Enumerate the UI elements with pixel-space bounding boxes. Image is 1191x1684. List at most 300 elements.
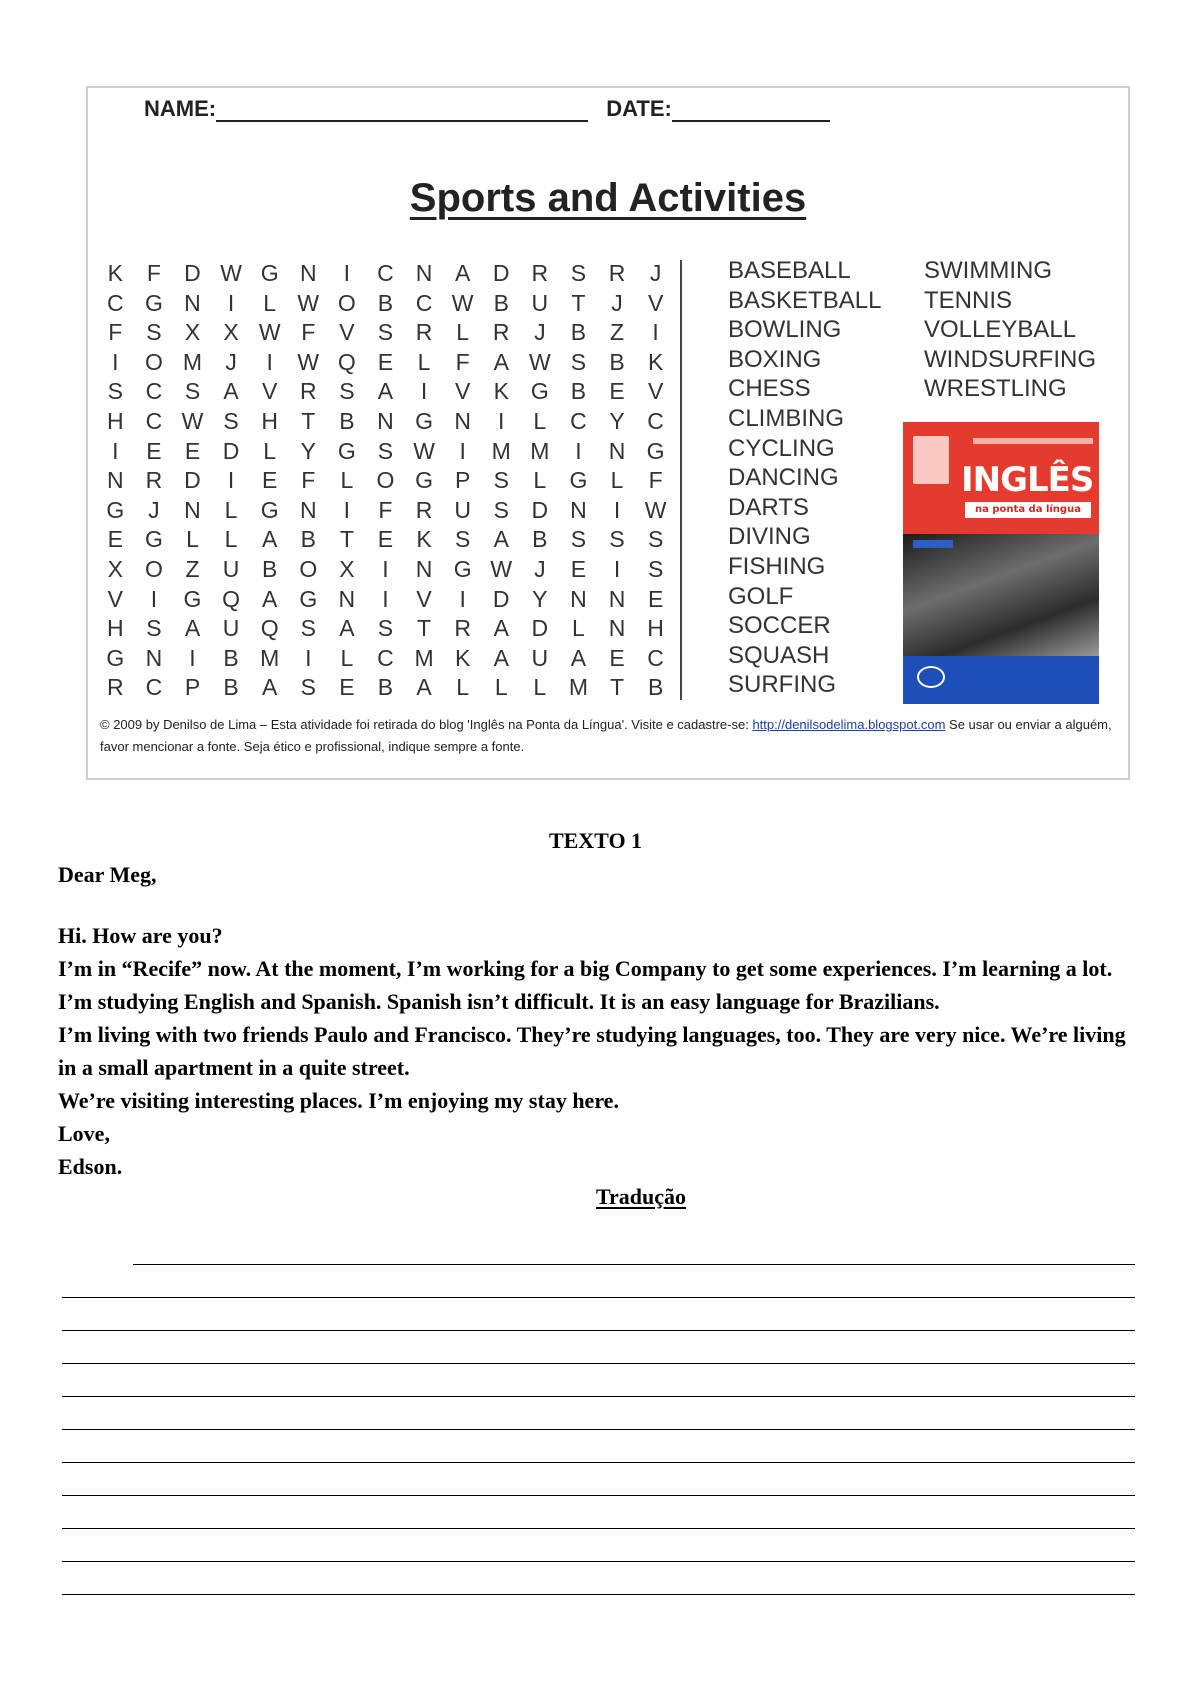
grid-letter: P bbox=[184, 674, 201, 701]
grid-letter: N bbox=[415, 260, 433, 286]
grid-letter: B bbox=[570, 378, 587, 405]
grid-letter: Q bbox=[222, 585, 241, 612]
grid-letter: A bbox=[262, 674, 278, 701]
grid-letter: W bbox=[644, 496, 667, 523]
grid-letter: E bbox=[262, 467, 278, 494]
grid-letter: U bbox=[222, 615, 240, 642]
book-cover-image bbox=[903, 422, 1099, 704]
writing-line[interactable] bbox=[133, 1264, 1135, 1265]
grid-letter: F bbox=[301, 467, 316, 494]
grid-letter: G bbox=[144, 289, 163, 316]
grid-letter: L bbox=[572, 615, 585, 642]
grid-letter: S bbox=[570, 260, 587, 286]
grid-letter: I bbox=[189, 644, 196, 671]
grid-letter: T bbox=[301, 407, 316, 434]
grid-row bbox=[96, 349, 675, 379]
word-list-item: SQUASH bbox=[728, 641, 830, 669]
letter-paragraph: Hi. How are you? bbox=[58, 923, 223, 948]
grid-letter: I bbox=[575, 437, 582, 464]
grid-letter: K bbox=[107, 260, 123, 286]
grid-letter: G bbox=[337, 437, 356, 464]
grid-letter: P bbox=[454, 467, 471, 494]
grid-letter: F bbox=[108, 319, 123, 346]
grid-letter: I bbox=[459, 585, 466, 612]
name-label: NAME: bbox=[144, 96, 217, 121]
grid-letter: J bbox=[611, 289, 623, 316]
letter-paragraph: I’m living with two friends Paulo and Francisco. They’re studying languages, too. They are very nice. We’re living in a small apartment in a quite street. bbox=[58, 1022, 1126, 1080]
grid-letter: D bbox=[184, 260, 201, 286]
grid-row bbox=[96, 645, 675, 675]
grid-letter: T bbox=[339, 526, 354, 553]
grid-letter: Y bbox=[609, 407, 625, 434]
grid-letter: C bbox=[145, 674, 163, 701]
grid-letter: V bbox=[647, 289, 664, 316]
grid-letter: D bbox=[492, 260, 510, 286]
grid-letter: V bbox=[107, 585, 123, 612]
grid-letter: I bbox=[382, 585, 389, 612]
grid-letter: C bbox=[415, 289, 433, 316]
grid-letter: U bbox=[531, 289, 549, 316]
grid-letter: S bbox=[570, 348, 587, 375]
grid-letter: R bbox=[608, 260, 626, 286]
grid-letter: H bbox=[261, 407, 278, 434]
grid-letter: T bbox=[571, 289, 586, 316]
word-list-item: CYCLING bbox=[728, 434, 835, 462]
grid-letter: L bbox=[456, 319, 470, 346]
grid-letter: B bbox=[339, 407, 355, 434]
grid-letter: S bbox=[493, 496, 509, 523]
grid-letter: L bbox=[456, 674, 470, 701]
grid-row bbox=[96, 290, 675, 320]
grid-letter: D bbox=[184, 467, 201, 494]
grid-letter: W bbox=[297, 348, 320, 375]
word-list-item: SURFING bbox=[728, 671, 836, 699]
letter-body bbox=[58, 858, 1148, 1183]
grid-letter: X bbox=[184, 319, 201, 346]
grid-letter: E bbox=[377, 348, 394, 375]
writing-line[interactable] bbox=[62, 1429, 1135, 1430]
grid-letter: A bbox=[570, 644, 587, 671]
grid-letter: L bbox=[224, 526, 238, 553]
grid-letter: I bbox=[112, 348, 119, 375]
grid-letter: A bbox=[262, 585, 278, 612]
grid-letter: R bbox=[492, 319, 510, 346]
grid-letter: B bbox=[647, 674, 664, 701]
grid-letter: N bbox=[184, 496, 201, 523]
grid-letter: E bbox=[184, 437, 201, 464]
grid-letter: L bbox=[224, 496, 238, 523]
grid-letter: I bbox=[382, 555, 389, 582]
grid-letter: N bbox=[570, 585, 587, 612]
grid-letter: A bbox=[262, 526, 278, 553]
grid-row bbox=[96, 526, 675, 556]
grid-letter: G bbox=[144, 526, 163, 553]
grid-letter: N bbox=[415, 555, 433, 582]
writing-line[interactable] bbox=[62, 1561, 1135, 1562]
grid-letter: C bbox=[570, 407, 587, 434]
grid-letter: S bbox=[146, 319, 162, 346]
grid-letter: Y bbox=[532, 585, 548, 612]
date-line bbox=[672, 98, 830, 122]
grid-letter: L bbox=[610, 467, 624, 494]
grid-letter: X bbox=[339, 555, 355, 582]
grid-letter: D bbox=[531, 615, 549, 642]
letter-greeting: Dear Meg, bbox=[58, 862, 157, 887]
grid-letter: N bbox=[299, 260, 317, 286]
writing-line[interactable] bbox=[62, 1363, 1135, 1364]
writing-line[interactable] bbox=[62, 1462, 1135, 1463]
grid-letter: A bbox=[223, 378, 239, 405]
grid-letter: H bbox=[106, 407, 124, 434]
grid-letter: G bbox=[106, 496, 125, 523]
writing-line[interactable] bbox=[62, 1396, 1135, 1397]
grid-letter: I bbox=[343, 496, 351, 523]
grid-letter: C bbox=[647, 644, 664, 671]
grid-letter: D bbox=[222, 437, 240, 464]
grid-letter: L bbox=[340, 644, 354, 671]
book-photo bbox=[903, 534, 1099, 656]
text-heading: TEXTO 1 bbox=[548, 828, 643, 853]
writing-line[interactable] bbox=[62, 1330, 1135, 1331]
grid-letter: B bbox=[609, 348, 625, 375]
grid-letter: G bbox=[530, 378, 549, 405]
grid-letter: B bbox=[493, 289, 509, 316]
word-search-grid bbox=[96, 260, 675, 704]
grid-letter: W bbox=[451, 289, 474, 316]
book-emblem-icon bbox=[913, 436, 949, 484]
grid-letter: S bbox=[223, 407, 239, 434]
word-list-item: DIVING bbox=[728, 523, 811, 551]
grid-letter: I bbox=[613, 496, 621, 523]
grid-letter: V bbox=[262, 378, 278, 405]
grid-letter: W bbox=[413, 437, 435, 464]
grid-letter: I bbox=[305, 644, 312, 671]
grid-letter: B bbox=[223, 644, 239, 671]
grid-letter: G bbox=[415, 407, 433, 434]
grid-letter: I bbox=[613, 555, 621, 582]
name-line bbox=[216, 98, 588, 122]
grid-letter: I bbox=[459, 437, 466, 464]
grid-letter: V bbox=[454, 378, 471, 405]
grid-letter: W bbox=[297, 289, 320, 316]
grid-letter: A bbox=[416, 674, 432, 701]
grid-letter: W bbox=[181, 407, 204, 434]
letter-paragraph: We’re visiting interesting places. I’m enjoying my stay here. bbox=[58, 1088, 619, 1113]
grid-letter: K bbox=[647, 348, 664, 375]
word-list-item: WINDSURFING bbox=[924, 345, 1096, 373]
grid-row bbox=[96, 408, 675, 438]
grid-letter: J bbox=[225, 348, 237, 375]
grid-letter: U bbox=[454, 496, 471, 523]
grid-letter: E bbox=[339, 674, 355, 701]
grid-letter: Q bbox=[337, 348, 356, 375]
grid-letter: A bbox=[493, 348, 509, 375]
grid-letter: L bbox=[533, 407, 547, 434]
grid-letter: L bbox=[417, 348, 431, 375]
grid-letter: I bbox=[227, 289, 235, 316]
word-list-item: TENNIS bbox=[924, 286, 1013, 314]
grid-letter: C bbox=[145, 407, 163, 434]
grid-letter: O bbox=[299, 555, 318, 582]
grid-letter: R bbox=[299, 378, 317, 405]
grid-letter: K bbox=[493, 378, 509, 405]
grid-letter: J bbox=[649, 260, 662, 286]
grid-letter: I bbox=[652, 319, 659, 346]
grid-letter: S bbox=[570, 526, 587, 553]
word-list-item: SOCCER bbox=[728, 612, 831, 640]
grid-letter: G bbox=[260, 260, 279, 286]
grid-letter: W bbox=[258, 319, 281, 346]
grid-letter: G bbox=[569, 467, 588, 494]
grid-letter: J bbox=[534, 319, 546, 346]
word-list-item: DANCING bbox=[728, 464, 839, 492]
grid-letter: H bbox=[647, 615, 664, 642]
translation-label: Tradução bbox=[596, 1184, 687, 1209]
grid-letter: R bbox=[531, 260, 549, 286]
grid-letter: D bbox=[492, 585, 510, 612]
word-list-item: BASEBALL bbox=[728, 257, 851, 284]
writing-line[interactable] bbox=[62, 1297, 1135, 1298]
grid-letter: O bbox=[144, 555, 163, 582]
grid-letter: M bbox=[260, 644, 280, 671]
word-list-item: BASKETBALL bbox=[728, 286, 882, 314]
grid-row bbox=[96, 319, 675, 349]
grid-letter: M bbox=[182, 348, 203, 375]
grid-letter: V bbox=[416, 585, 432, 612]
grid-letter: S bbox=[647, 555, 664, 582]
grid-letter: Y bbox=[300, 437, 316, 464]
book-brand: INGLÊS bbox=[961, 460, 1094, 500]
grid-letter: G bbox=[453, 555, 472, 582]
word-list-item: BOXING bbox=[728, 345, 822, 373]
grid-letter: I bbox=[112, 437, 119, 464]
grid-letter: M bbox=[530, 437, 550, 464]
grid-row bbox=[96, 467, 675, 497]
name-date-row bbox=[144, 96, 830, 122]
grid-letter: N bbox=[608, 585, 626, 612]
grid-letter: W bbox=[220, 260, 242, 286]
grid-letter: Q bbox=[260, 615, 279, 642]
grid-letter: F bbox=[378, 496, 393, 523]
grid-letter: N bbox=[145, 644, 163, 671]
worksheet-footer: © 2009 by Denilso de Lima – Esta atividade foi retirada do blog 'Inglês na Ponta da Língua'. Visite e cadastre-se: http://denilsodelima.blogspot.com Se usar ou enviar a alguém, favor mencionar a fonte. Seja ético e profissional, indique sempre a fonte. bbox=[100, 717, 1112, 754]
grid-letter: R bbox=[145, 467, 163, 494]
grid-letter: E bbox=[570, 555, 587, 582]
grid-letter: Z bbox=[609, 319, 625, 346]
grid-row bbox=[96, 674, 675, 704]
grid-letter: C bbox=[145, 378, 163, 405]
grid-letter: N bbox=[570, 496, 587, 523]
grid-letter: C bbox=[377, 260, 394, 286]
grid-letter: T bbox=[609, 674, 625, 701]
grid-letter: O bbox=[144, 348, 163, 375]
publisher-logo-icon bbox=[917, 666, 945, 688]
grid-letter: S bbox=[107, 378, 123, 405]
word-list-item: SWIMMING bbox=[924, 257, 1052, 284]
grid-letter: L bbox=[186, 526, 199, 553]
grid-letter: O bbox=[337, 289, 356, 316]
grid-letter: N bbox=[338, 585, 356, 612]
writing-line[interactable] bbox=[62, 1495, 1135, 1496]
grid-letter: A bbox=[184, 615, 201, 642]
grid-letter: I bbox=[150, 585, 158, 612]
grid-letter: I bbox=[498, 407, 505, 434]
grid-letter: B bbox=[377, 674, 394, 701]
grid-letter: R bbox=[454, 615, 471, 642]
grid-letter: S bbox=[647, 526, 664, 553]
grid-row bbox=[96, 586, 675, 616]
grid-letter: G bbox=[106, 644, 125, 671]
grid-letter: U bbox=[222, 555, 240, 582]
grid-letter: E bbox=[609, 644, 625, 671]
grid-letter: R bbox=[106, 674, 124, 701]
grid-letter: O bbox=[376, 467, 395, 494]
grid-letter: C bbox=[647, 407, 664, 434]
grid-letter: G bbox=[183, 585, 202, 612]
grid-letter: C bbox=[377, 644, 394, 671]
grid-letter: H bbox=[106, 615, 124, 642]
grid-letter: S bbox=[300, 615, 316, 642]
grid-letter: S bbox=[300, 674, 316, 701]
grid-letter: E bbox=[377, 526, 394, 553]
grid-letter: A bbox=[493, 615, 509, 642]
grid-letter: E bbox=[609, 378, 625, 405]
grid-letter: K bbox=[416, 526, 432, 553]
grid-letter: B bbox=[532, 526, 548, 553]
book-subtitle: na ponta da língua bbox=[965, 502, 1091, 518]
grid-letter: I bbox=[343, 260, 351, 286]
word-list-item: WRESTLING bbox=[924, 375, 1067, 403]
grid-letter: E bbox=[107, 526, 123, 553]
grid-letter: G bbox=[299, 585, 318, 612]
grid-letter: S bbox=[146, 615, 162, 642]
grid-divider bbox=[680, 260, 682, 700]
grid-letter: X bbox=[223, 319, 239, 346]
word-list-item: FISHING bbox=[728, 552, 826, 580]
grid-letter: S bbox=[454, 526, 471, 553]
grid-letter: N bbox=[299, 496, 317, 523]
grid-letter: M bbox=[414, 644, 434, 671]
grid-letter: S bbox=[184, 378, 201, 405]
grid-letter: B bbox=[570, 319, 587, 346]
worksheet-image bbox=[86, 86, 1130, 780]
letter-signature: Edson. bbox=[58, 1154, 123, 1179]
grid-letter: T bbox=[417, 615, 432, 642]
grid-row bbox=[96, 438, 675, 468]
grid-letter: J bbox=[534, 555, 546, 582]
grid-letter: A bbox=[454, 260, 471, 286]
grid-letter: I bbox=[420, 378, 428, 405]
grid-letter: I bbox=[227, 467, 235, 494]
grid-row bbox=[96, 615, 675, 645]
grid-letter: N bbox=[608, 615, 626, 642]
grid-letter: S bbox=[377, 437, 394, 464]
grid-letter: L bbox=[263, 289, 277, 316]
word-list-item: CHESS bbox=[728, 375, 811, 403]
grid-letter: L bbox=[533, 467, 547, 494]
grid-letter: J bbox=[148, 496, 160, 523]
grid-letter: F bbox=[301, 319, 316, 346]
grid-letter: L bbox=[263, 437, 277, 464]
grid-letter: K bbox=[454, 644, 471, 671]
grid-letter: F bbox=[648, 467, 663, 494]
letter-paragraph: I’m in “Recife” now. At the moment, I’m working for a big Company to get some experiences. I’m learning a lot. I’m studying English and Spanish. Spanish isn’t difficult. It is an easy language for Brazilians. bbox=[58, 956, 1113, 1014]
grid-letter: S bbox=[377, 615, 394, 642]
grid-letter: E bbox=[146, 437, 162, 464]
grid-letter: F bbox=[455, 348, 470, 375]
blog-link[interactable]: http://denilsodelima.blogspot.com bbox=[752, 717, 946, 732]
grid-letter: X bbox=[107, 555, 123, 582]
worksheet-title: Sports and Activities bbox=[409, 176, 807, 220]
grid-letter: S bbox=[493, 467, 509, 494]
writing-line[interactable] bbox=[62, 1528, 1135, 1529]
grid-letter: M bbox=[568, 674, 588, 701]
grid-row bbox=[96, 378, 675, 408]
grid-letter: C bbox=[106, 289, 124, 316]
grid-row bbox=[96, 260, 675, 290]
grid-letter: L bbox=[533, 674, 547, 701]
grid-letter: R bbox=[415, 496, 433, 523]
word-list-item: DARTS bbox=[728, 493, 809, 521]
grid-letter: M bbox=[491, 437, 511, 464]
grid-letter: U bbox=[531, 644, 549, 671]
writing-line[interactable] bbox=[62, 1594, 1135, 1595]
grid-letter: W bbox=[528, 348, 551, 375]
grid-letter: D bbox=[531, 496, 549, 523]
grid-letter: W bbox=[490, 555, 513, 582]
grid-letter: N bbox=[454, 407, 471, 434]
grid-row bbox=[96, 497, 675, 527]
grid-letter: V bbox=[647, 378, 664, 405]
grid-letter: S bbox=[339, 378, 355, 405]
grid-letter: F bbox=[146, 260, 161, 286]
grid-letter: N bbox=[184, 289, 201, 316]
grid-letter: A bbox=[493, 526, 509, 553]
word-list-item: VOLLEYBALL bbox=[924, 316, 1077, 344]
grid-letter: G bbox=[646, 437, 665, 464]
grid-letter: R bbox=[415, 319, 433, 346]
word-list-column-2 bbox=[924, 256, 1096, 404]
grid-letter: V bbox=[339, 319, 355, 346]
grid-letter: N bbox=[608, 437, 626, 464]
grid-letter: S bbox=[609, 526, 625, 553]
word-list-item: CLIMBING bbox=[728, 404, 845, 432]
grid-letter: G bbox=[415, 467, 433, 494]
grid-letter: A bbox=[493, 644, 509, 671]
grid-letter: G bbox=[260, 496, 279, 523]
word-list-item: BOWLING bbox=[728, 316, 842, 344]
grid-letter: B bbox=[223, 674, 239, 701]
grid-letter: L bbox=[494, 674, 508, 701]
grid-letter: B bbox=[300, 526, 316, 553]
grid-letter: I bbox=[266, 348, 273, 375]
grid-letter: N bbox=[377, 407, 394, 434]
grid-letter: B bbox=[377, 289, 394, 316]
grid-letter: S bbox=[377, 319, 394, 346]
word-list-column-1 bbox=[728, 256, 881, 700]
grid-letter: B bbox=[262, 555, 278, 582]
word-list-item: GOLF bbox=[728, 582, 794, 610]
grid-letter: N bbox=[106, 467, 124, 494]
grid-letter: L bbox=[340, 467, 354, 494]
date-label: DATE: bbox=[606, 96, 672, 121]
grid-letter: Z bbox=[185, 555, 200, 582]
letter-closing: Love, bbox=[58, 1121, 110, 1146]
grid-letter: A bbox=[339, 615, 355, 642]
grid-letter: A bbox=[377, 378, 394, 405]
grid-row bbox=[96, 556, 675, 586]
grid-letter: E bbox=[647, 585, 664, 612]
